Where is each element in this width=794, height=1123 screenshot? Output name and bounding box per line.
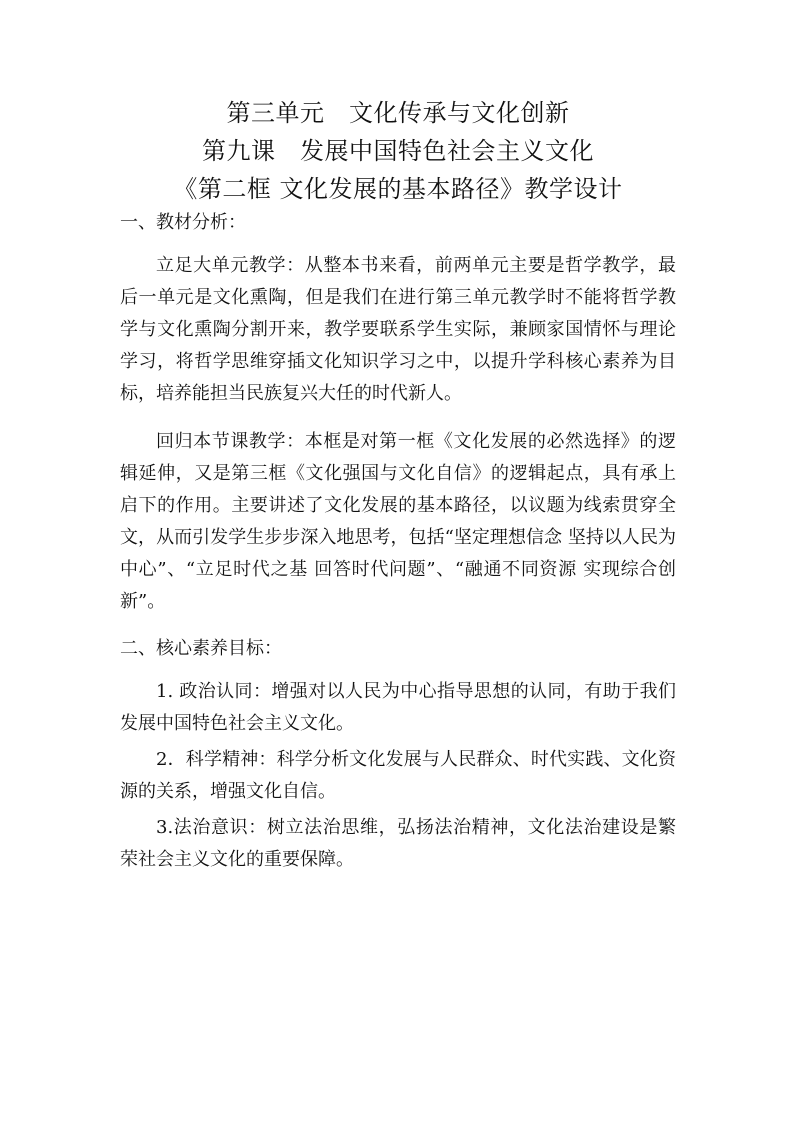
document-page — [120, 96, 676, 880]
section-title: 《第二框 文化发展的基本路径》教学设计 — [173, 175, 623, 203]
goal-political-identity: 1. 政治认同：增强对以人民为中心指导思想的认同，有助于我们发展中国特色社会主义文化。 — [120, 681, 676, 734]
paragraph-unit-teaching: 立足大单元教学：从整本书来看，前两单元主要是哲学教学，最后一单元是文化熏陶，但是我们在进行第三单元教学时不能将哲学教学与文化熏陶分割开来，教学要联系学生实际，兼顾家国情怀与理论学习，将哲学思维穿插文化知识学习之中，以提升学科核心素养为目标，培养能担当民族复兴大任的时代新人。 — [120, 255, 676, 404]
unit-title: 第三单元 文化传承与文化创新 — [226, 99, 570, 127]
paragraph-lesson-teaching: 回归本节课教学：本框是对第一框《文化发展的必然选择》的逻辑延伸，又是第三框《文化强国与文化自信》的逻辑起点，具有承上启下的作用。主要讲述了文化发展的基本路径，以议题为线索贯穿全文，从而引发学生步步深入地思考，包括“坚定理想信念 坚持以人民为中心”、“立足时代之基 回答时代问题”、“融通不同资源 实现综合创新”。 — [120, 431, 676, 612]
textbook-analysis-heading: 一、教材分析： — [120, 212, 246, 233]
core-literacy-heading: 二、核心素养目标： — [120, 638, 282, 659]
lesson-title: 第九课 发展中国特色社会主义文化 — [202, 137, 594, 165]
goal-scientific-spirit: 2．科学精神：科学分析文化发展与人民群众、时代实践、文化资源的关系，增强文化自信。 — [120, 749, 676, 802]
goal-rule-of-law: 3.法治意识：树立法治思维，弘扬法治精神，文化法治建设是繁荣社会主义文化的重要保障。 — [120, 817, 676, 870]
